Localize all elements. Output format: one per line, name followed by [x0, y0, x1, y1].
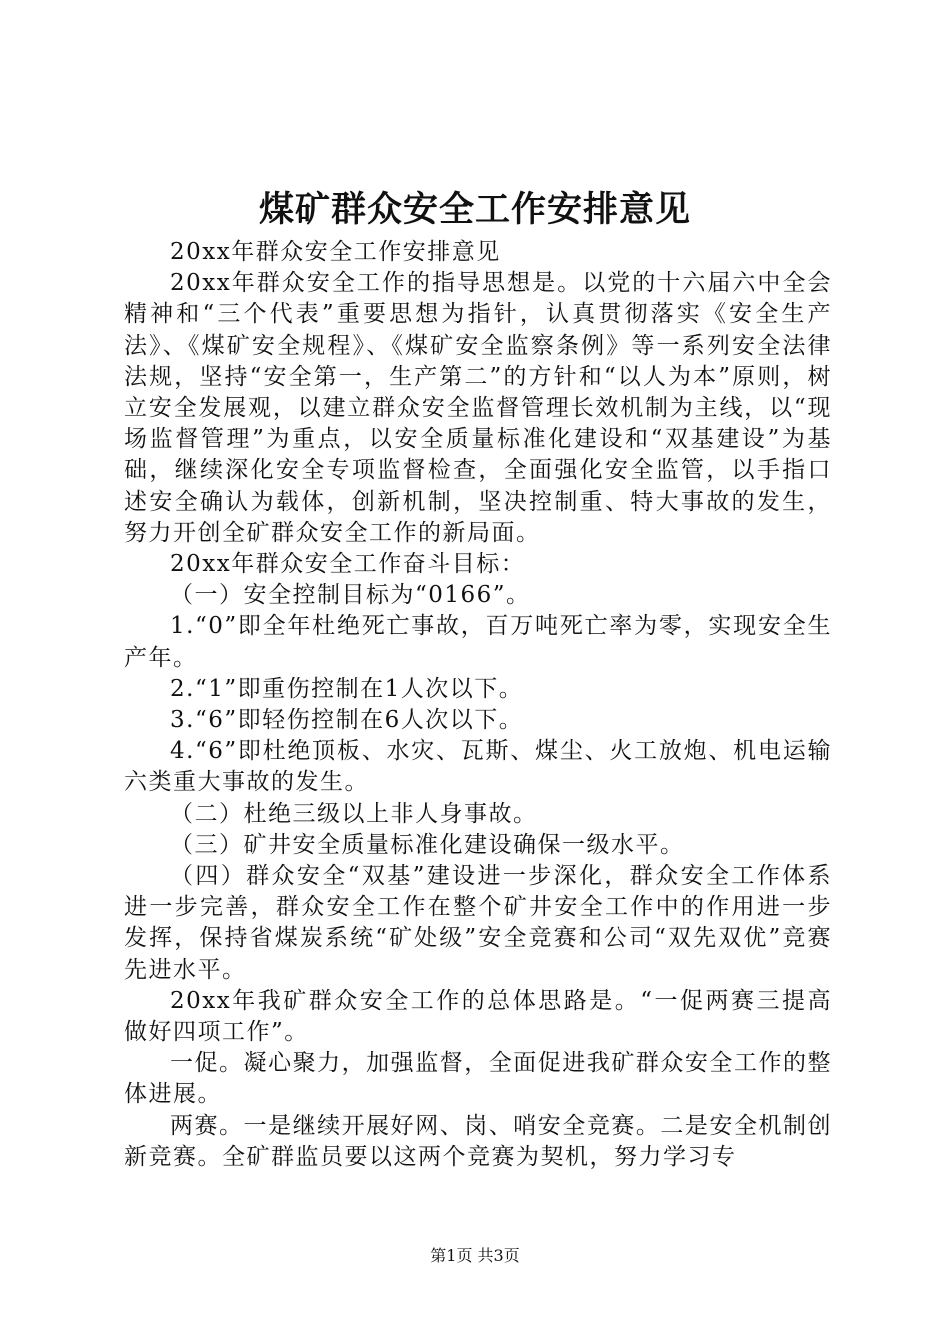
paragraph: 3.“6”即轻伤控制在6人次以下。 — [170, 707, 524, 734]
paragraph: （三）矿井安全质量标准化建设确保一级水平。 — [170, 831, 685, 858]
paragraph: （二）杜绝三级以上非人身事故。 — [170, 800, 538, 827]
paragraph: 一促。凝心聚力，加强监督，全面促进我矿群众安全工作的整体进展。 — [124, 1050, 832, 1108]
paragraph: 20xx年群众安全工作安排意见 — [170, 239, 501, 265]
document-body — [124, 237, 832, 1173]
paragraph: 20xx年群众安全工作的指导思想是。以党的十六届六中全会精神和“三个代表”重要思想为指针，认真贯彻落实《安全生产法》、《煤矿安全规程》、《煤矿安全监察条例》等一系列安全法律法规，坚持“安全第一，生产第二”的方针和“以人为本”原则，树立安全发展观，以建立群众安全监督管理长效机制为主线，以“现场监督管理”为重点，以安全质量标准化建设和“双基建设”为基础，继续深化安全专项监督检查，全面强化安全监管，以手指口述安全确认为载体，创新机制，坚决控制重、特大事故的发生，努力开创全矿群众安全工作的新局面。 — [124, 270, 832, 546]
paragraph: 1.“0”即全年杜绝死亡事故，百万吨死亡率为零，实现安全生产年。 — [124, 613, 832, 671]
paragraph: 4.“6”即杜绝顶板、水灾、瓦斯、煤尘、火工放炮、机电运输六类重大事故的发生。 — [124, 738, 832, 796]
paragraph: （四）群众安全“双基”建设进一步深化，群众安全工作体系进一步完善，群众安全工作在整个矿井安全工作中的作用进一步发挥，保持省煤炭系统“矿处级”安全竞赛和公司“双先双优”竞赛先进水平。 — [124, 863, 832, 983]
document-title: 煤矿群众安全工作安排意见 — [258, 189, 691, 230]
paragraph: 2.“1”即重伤控制在1人次以下。 — [170, 675, 524, 702]
page-footer: 第1页 共3页 — [430, 1246, 520, 1265]
paragraph: 两赛。一是继续开展好网、岗、哨安全竞赛。二是安全机制创新竞赛。全矿群监员要以这两个竞赛为契机，努力学习专 — [124, 1112, 832, 1170]
paragraph: 20xx年我矿群众安全工作的总体思路是。“一促两赛三提高做好四项工作”。 — [124, 987, 832, 1046]
paragraph: 20xx年群众安全工作奋斗目标： — [170, 551, 526, 578]
paragraph: （一）安全控制目标为“0166”。 — [170, 582, 531, 609]
